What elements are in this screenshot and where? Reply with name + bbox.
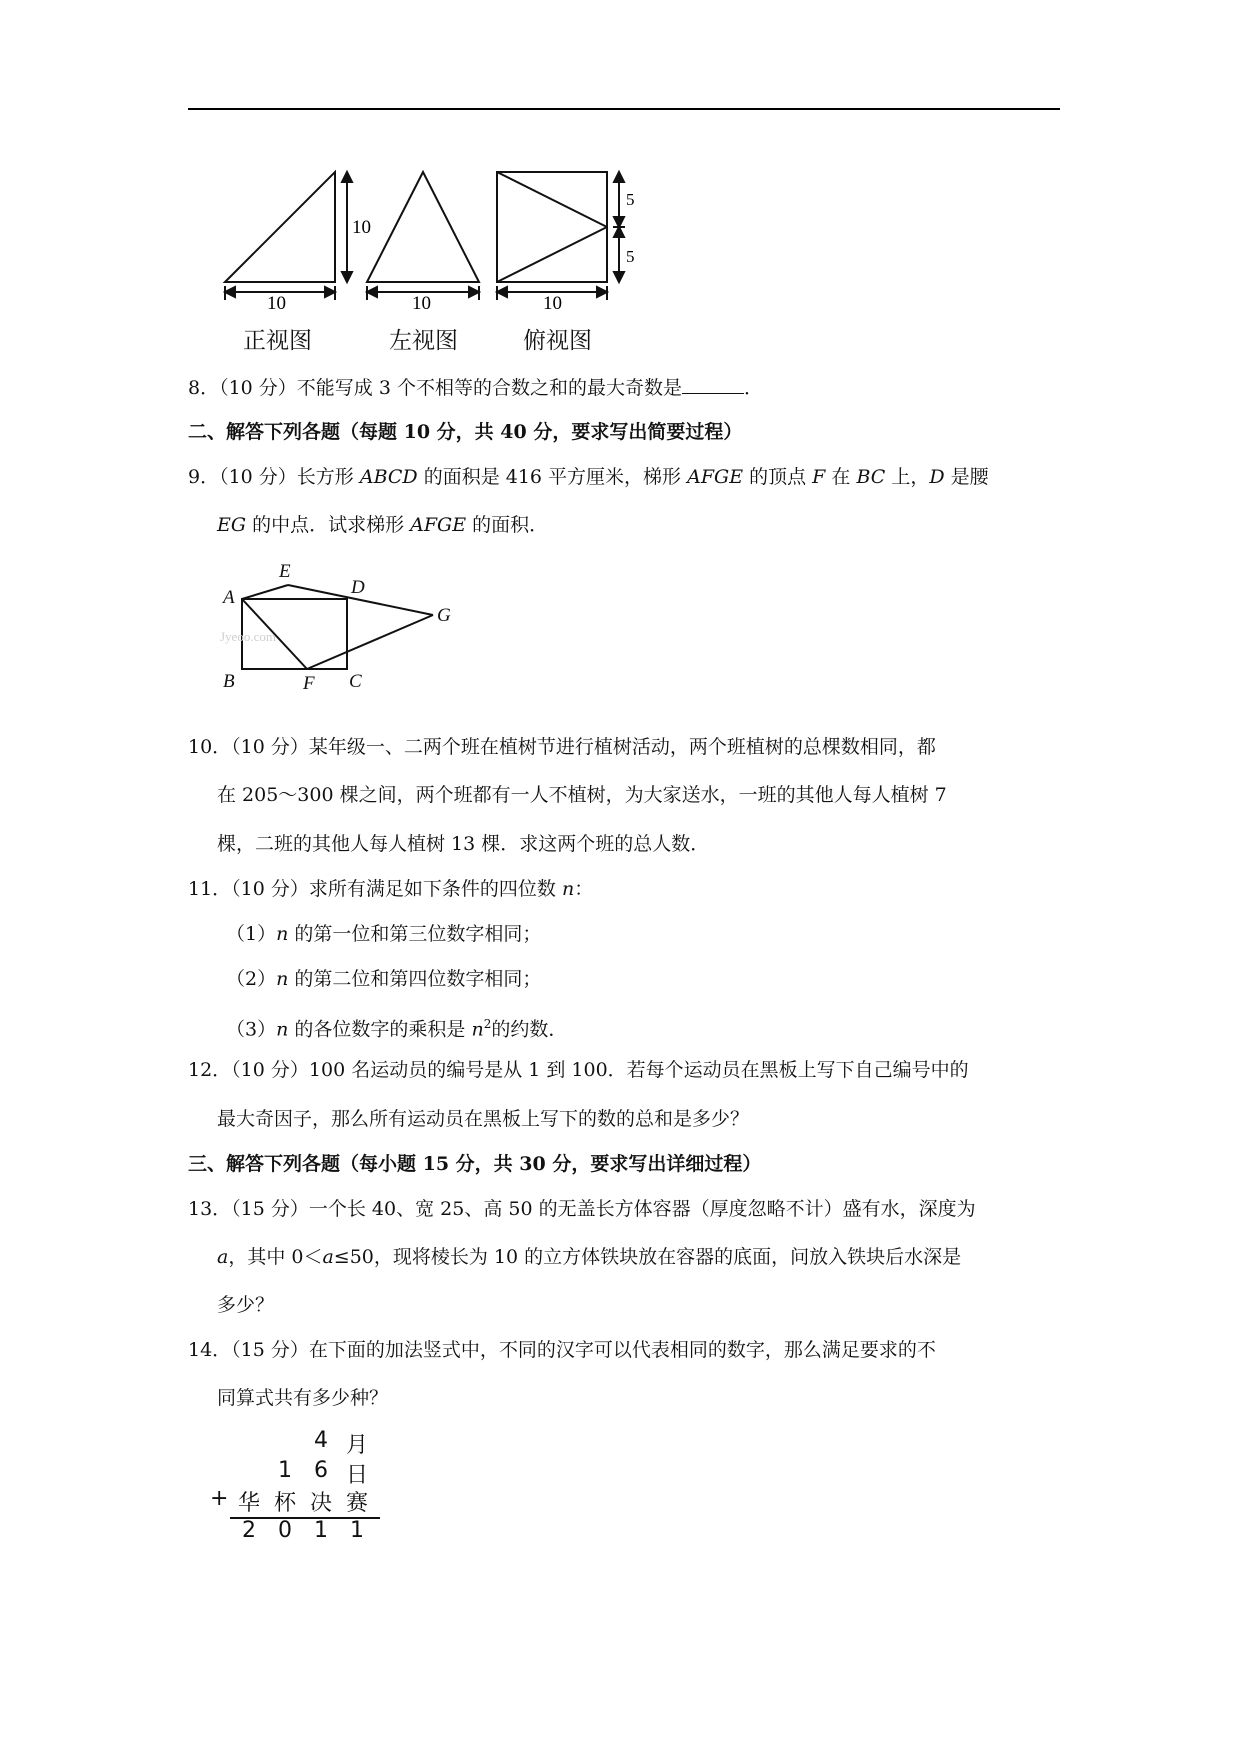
watermark: Jyeoo.com [220,629,276,644]
puzzle-result-digit: 0 [278,1518,292,1543]
plus-sign: + [210,1486,229,1511]
left-view-triangle [367,172,479,282]
question-9-line-2 [217,512,548,538]
question-12-line-1: 12．（10 分）100 名运动员的编号是从 1 到 100．若每个运动员在黑板上写下自己编号中的 [188,1059,969,1081]
q9-text: 9．（10 分）长方形 [188,466,360,488]
puzzle-digit: 1 [278,1458,292,1483]
section-3-title: 三、解答下列各题（每小题 15 分，共 30 分，要求写出详细过程） [188,1153,762,1175]
question-13-line-3: 多少？ [217,1294,275,1316]
q11-var: n [561,878,575,900]
q11-condition-2 [226,966,541,992]
left-width-label: 10 [412,293,431,310]
header-rule [188,108,1060,110]
section-2-title: 二、解答下列各题（每题 10 分，共 40 分，要求写出简要过程） [188,421,743,443]
q11-var: n [471,1018,484,1041]
puzzle-char: 决 [309,1491,332,1516]
question-13-line-1: 13．（15 分）一个长 40、宽 25、高 50 的无盖长方体容器（厚度忽略不计）盛有水，深度为 [188,1198,976,1220]
label-f: F [303,673,315,694]
question-10-line-1: 10．（10 分）某年级一、二两个班在植树节进行植树活动，两个班植树的总棵数相同，都 [188,736,936,758]
front-height-label: 10 [352,217,371,238]
question-14-line-1: 14．（15 分）在下面的加法竖式中，不同的汉字可以代表相同的数字，那么满足要求的不 [188,1339,936,1361]
q9-var: AFGE [687,466,744,488]
trapezoid-figure [215,555,465,695]
question-14-line-2: 同算式共有多少种？ [217,1387,389,1409]
q9-text: 的面积是 416 平方厘米，梯形 [417,466,688,488]
q11-text: 的第一位和第三位数字相同； [288,923,542,945]
puzzle-digit: 6 [314,1458,328,1483]
top-lower-label: 5 [626,247,635,266]
label-g: G [437,605,451,626]
q9-text: 在 [825,466,857,488]
q9-text: 的中点．试求梯形 [246,514,411,536]
top-view-square [497,172,607,282]
q13-var: a [322,1246,334,1268]
puzzle-char: 华 [237,1491,260,1516]
puzzle-result-digit: 1 [314,1518,328,1543]
front-view-triangle [225,172,335,282]
q11-text: 11．（10 分）求所有满足如下条件的四位数 [188,878,562,900]
q9-text: 的面积． [466,514,549,536]
q11-var: n [276,923,289,945]
q9-text: 上， [885,466,930,488]
q13-var: a [217,1246,229,1268]
answer-blank [682,375,744,394]
left-view-caption: 左视图 [389,328,458,354]
segment-ae [242,585,288,599]
q8-end: ． [743,377,763,399]
q9-var: F [812,466,826,488]
question-9-line-1 [188,464,989,490]
puzzle-char: 日 [345,1463,368,1488]
segment-fg [307,615,433,669]
puzzle-digit: 4 [314,1428,328,1453]
q11-text: （1） [226,923,277,945]
q9-var: D [929,466,945,488]
q9-text: 的顶点 [743,466,813,488]
q11-var: n [276,968,289,990]
question-13-line-2 [217,1244,961,1270]
q11-text: 的约数． [491,1018,568,1041]
q11-condition-1 [226,921,541,947]
q9-var: ABCD [359,466,418,488]
puzzle-char: 杯 [273,1491,296,1516]
label-b: B [223,671,235,692]
q9-var: BC [856,466,886,488]
label-e: E [279,561,291,582]
q9-var: AFGE [410,514,467,536]
label-a: A [223,587,235,608]
q11-text: （3） [226,1018,277,1041]
superscript: 2 [483,1017,492,1031]
label-d: D [351,577,365,598]
question-8 [188,375,763,401]
question-10-line-3: 棵，二班的其他人每人植树 13 棵．求这两个班的总人数． [217,833,710,855]
q11-text: 的各位数字的乘积是 [288,1018,472,1041]
front-width-label: 10 [267,293,286,310]
q11-text: 的第二位和第四位数字相同； [288,968,542,990]
question-10-line-2: 在 205～300 棵之间，两个班都有一人不植树，为大家送水，一班的其他人每人植树 7 [217,784,947,806]
q9-var: EG [217,514,247,536]
question-12-line-2: 最大奇因子，那么所有运动员在黑板上写下的数的总和是多少？ [217,1108,750,1130]
top-view-caption: 俯视图 [523,328,592,354]
q11-text: （2） [226,968,277,990]
front-view-caption: 正视图 [243,328,312,354]
puzzle-result-digit: 2 [242,1518,256,1543]
puzzle-result-digit: 1 [350,1518,364,1543]
label-c: C [349,671,362,692]
q8-text: 8．（10 分）不能写成 3 个不相等的合数之和的最大奇数是 [188,377,682,399]
q11-condition-3 [226,1011,567,1042]
top-upper-label: 5 [626,190,635,209]
q9-text: 是腰 [944,466,989,488]
question-11-line-1 [188,876,593,902]
q13-text: ，其中 0＜ [228,1246,323,1268]
puzzle-char: 赛 [345,1491,368,1516]
addition-puzzle [210,1428,412,1548]
three-views-figure [215,160,635,310]
q13-text: ≤50，现将棱长为 10 的立方体铁块放在容器的底面，问放入铁块后水深是 [333,1246,962,1268]
q11-var: n [276,1018,289,1041]
top-width-label: 10 [543,293,562,310]
puzzle-char: 月 [345,1433,368,1458]
q11-text: ： [574,878,594,900]
